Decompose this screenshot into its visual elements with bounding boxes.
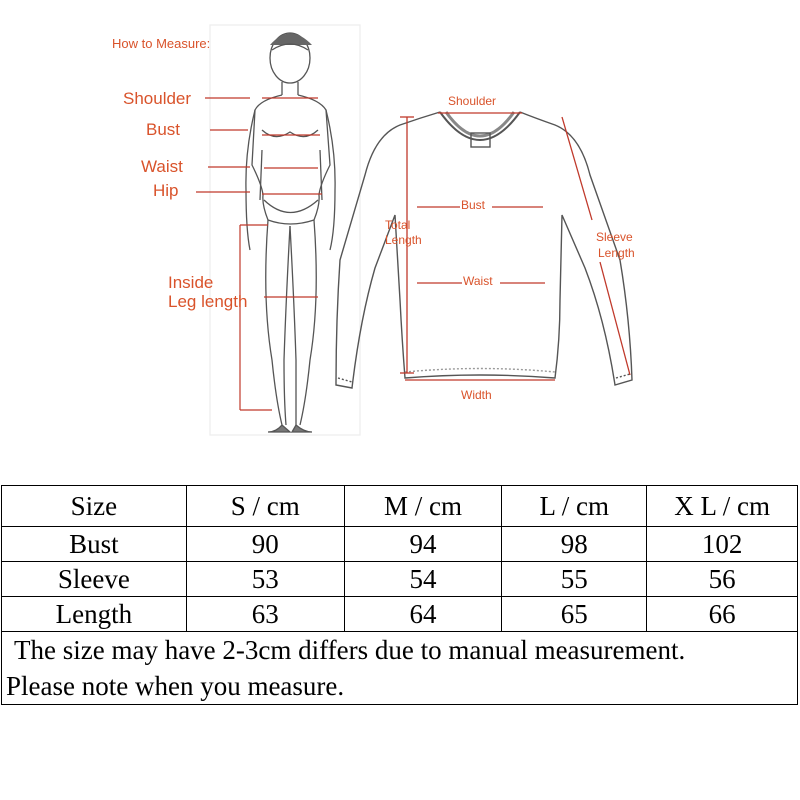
diagram-title: How to Measure: [112,36,211,51]
cell-bust-s: 90 [186,527,344,562]
cell-length-m: 64 [344,597,502,632]
header-cell-size: Size [2,486,187,527]
cell-length-xl: 66 [647,597,798,632]
row-label-bust: Bust [2,527,187,562]
shirt-label-shoulder: Shoulder [448,94,497,108]
shirt-label-sleeve-line2: Length [598,246,635,260]
header-cell-l: L / cm [502,486,647,527]
cell-sleeve-l: 55 [502,562,647,597]
note-line-2: Please note when you measure. [6,671,345,701]
header-cell-xl: X L / cm [647,486,798,527]
label-inside-leg-line1: Inside [168,273,214,292]
shirt-label-waist: Waist [463,274,493,288]
shirt-label-sleeve-line1: Sleeve [596,230,633,244]
table-note-row [2,632,798,705]
row-label-sleeve: Sleeve [2,562,187,597]
cell-length-l: 65 [502,597,647,632]
table-row-length [2,597,798,632]
cell-sleeve-m: 54 [344,562,502,597]
table-row-bust [2,527,798,562]
header-cell-m: M / cm [344,486,502,527]
cell-bust-m: 94 [344,527,502,562]
cell-sleeve-s: 53 [186,562,344,597]
shirt-label-total-line1: Total [385,218,411,232]
cell-length-s: 63 [186,597,344,632]
shirt-label-width: Width [461,388,492,402]
label-shoulder: Shoulder [123,89,192,108]
label-bust: Bust [146,120,181,139]
cell-sleeve-xl: 56 [647,562,798,597]
size-chart-table [1,485,798,705]
table-header-row [2,486,798,527]
header-cell-s: S / cm [186,486,344,527]
label-hip: Hip [153,181,179,200]
table-row-sleeve [2,562,798,597]
shirt-label-total-line2: Length [385,233,422,247]
shirt-label-bust: Bust [461,198,486,212]
measurement-note [2,632,798,705]
shirt-sketch [336,112,632,388]
figure-guide-lines [196,98,322,410]
label-waist: Waist [141,157,183,176]
cell-bust-l: 98 [502,527,647,562]
woman-figure-sketch [210,25,360,435]
shirt-guide-lines [400,113,630,380]
note-line-1: The size may have 2-3cm differs due to manual measurement. [14,635,686,665]
row-label-length: Length [2,597,187,632]
label-inside-leg-line2: Leg length [168,292,248,311]
cell-bust-xl: 102 [647,527,798,562]
